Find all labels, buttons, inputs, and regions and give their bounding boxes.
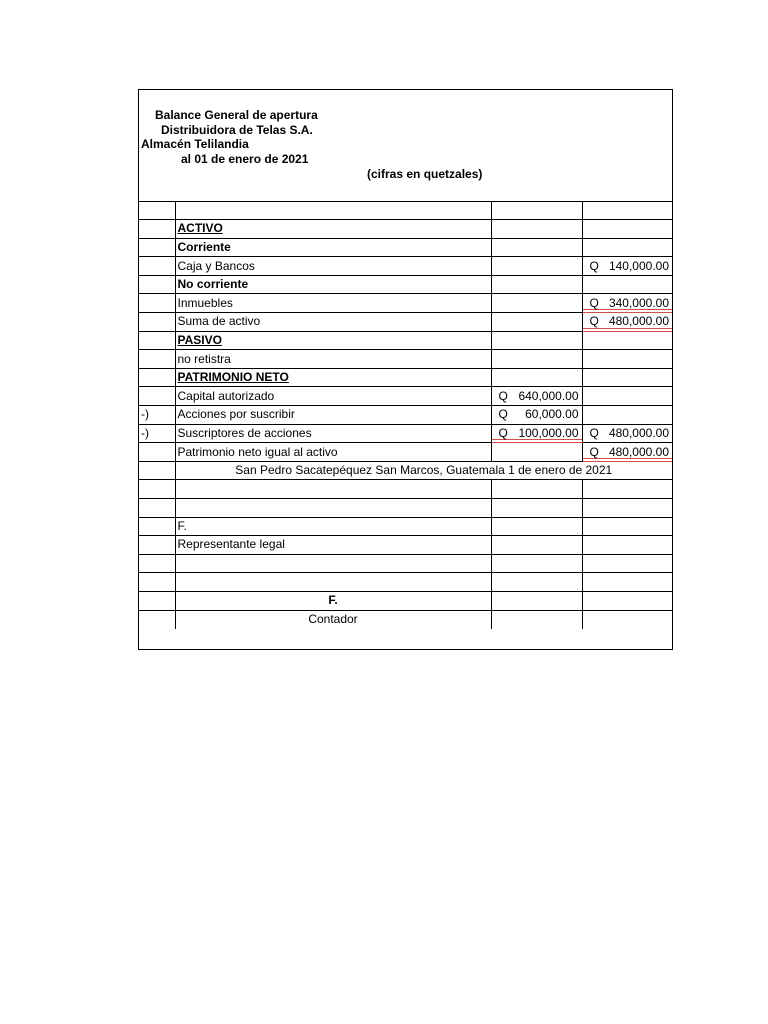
table-row bbox=[139, 238, 672, 257]
account-inmuebles: Inmuebles bbox=[175, 294, 491, 313]
table-row bbox=[139, 313, 672, 332]
table-row bbox=[139, 610, 672, 629]
table-row bbox=[139, 443, 672, 462]
subsection-no-corriente: No corriente bbox=[175, 275, 491, 294]
amount-cell: Q 340,000.00 bbox=[589, 295, 669, 310]
section-pasivo: PASIVO bbox=[175, 331, 491, 350]
account-capital: Capital autorizado bbox=[175, 387, 491, 406]
minus-sign: -) bbox=[139, 406, 175, 425]
signatory-accountant: Contador bbox=[175, 610, 491, 629]
signatory-legal-rep: Representante legal bbox=[175, 536, 491, 555]
section-activo: ACTIVO bbox=[175, 220, 491, 239]
balance-table bbox=[139, 201, 672, 629]
table-row bbox=[139, 257, 672, 276]
table-row bbox=[139, 350, 672, 369]
table-row bbox=[139, 424, 672, 443]
date-line: al 01 de enero de 2021 bbox=[181, 152, 309, 166]
minus-sign: -) bbox=[139, 424, 175, 443]
amount-cell: Q 480,000.00 bbox=[589, 314, 669, 329]
amount-cell: Q 480,000.00 bbox=[589, 444, 669, 459]
pasivo-note: no retistra bbox=[175, 350, 491, 369]
total-activo-label: Suma de activo bbox=[175, 313, 491, 332]
account-acciones: Acciones por suscribir bbox=[175, 406, 491, 425]
table-row bbox=[139, 591, 672, 610]
place-date: San Pedro Sacatepéquez San Marcos, Guatemala 1 de enero de 2021 bbox=[175, 461, 672, 480]
store-name: Almacén Telilandia bbox=[141, 137, 249, 151]
units-note: (cifras en quetzales) bbox=[367, 167, 483, 181]
amount-cell: Q 100,000.00 bbox=[498, 425, 579, 440]
table-row bbox=[139, 275, 672, 294]
account-caja: Caja y Bancos bbox=[175, 257, 491, 276]
table-row bbox=[139, 201, 672, 220]
section-patrimonio: PATRIMONIO NETO bbox=[175, 368, 491, 387]
table-row bbox=[139, 480, 672, 499]
table-row bbox=[139, 331, 672, 350]
table-row bbox=[139, 517, 672, 536]
table-row bbox=[139, 387, 672, 406]
table-row bbox=[139, 573, 672, 592]
signature-mark: F. bbox=[175, 517, 491, 536]
total-patrimonio-label: Patrimonio neto igual al activo bbox=[175, 443, 491, 462]
subsection-corriente: Corriente bbox=[175, 238, 491, 257]
balance-sheet bbox=[138, 89, 673, 650]
table-row bbox=[139, 368, 672, 387]
table-row bbox=[139, 406, 672, 425]
table-row bbox=[139, 536, 672, 555]
table-row bbox=[139, 461, 672, 480]
amount-cell: Q 480,000.00 bbox=[589, 425, 669, 440]
amount-cell: Q 140,000.00 bbox=[589, 258, 669, 273]
table-row bbox=[139, 554, 672, 573]
signature-mark: F. bbox=[175, 591, 491, 610]
sheet-header bbox=[139, 90, 672, 202]
amount-cell: Q 60,000.00 bbox=[498, 407, 579, 422]
account-suscriptores: Suscriptores de acciones bbox=[175, 424, 491, 443]
table-row bbox=[139, 499, 672, 518]
table-row bbox=[139, 220, 672, 239]
title-line: Balance General de apertura bbox=[155, 108, 318, 122]
table-row bbox=[139, 294, 672, 313]
company-name: Distribuidora de Telas S.A. bbox=[161, 123, 313, 137]
amount-cell: Q 640,000.00 bbox=[498, 388, 579, 403]
